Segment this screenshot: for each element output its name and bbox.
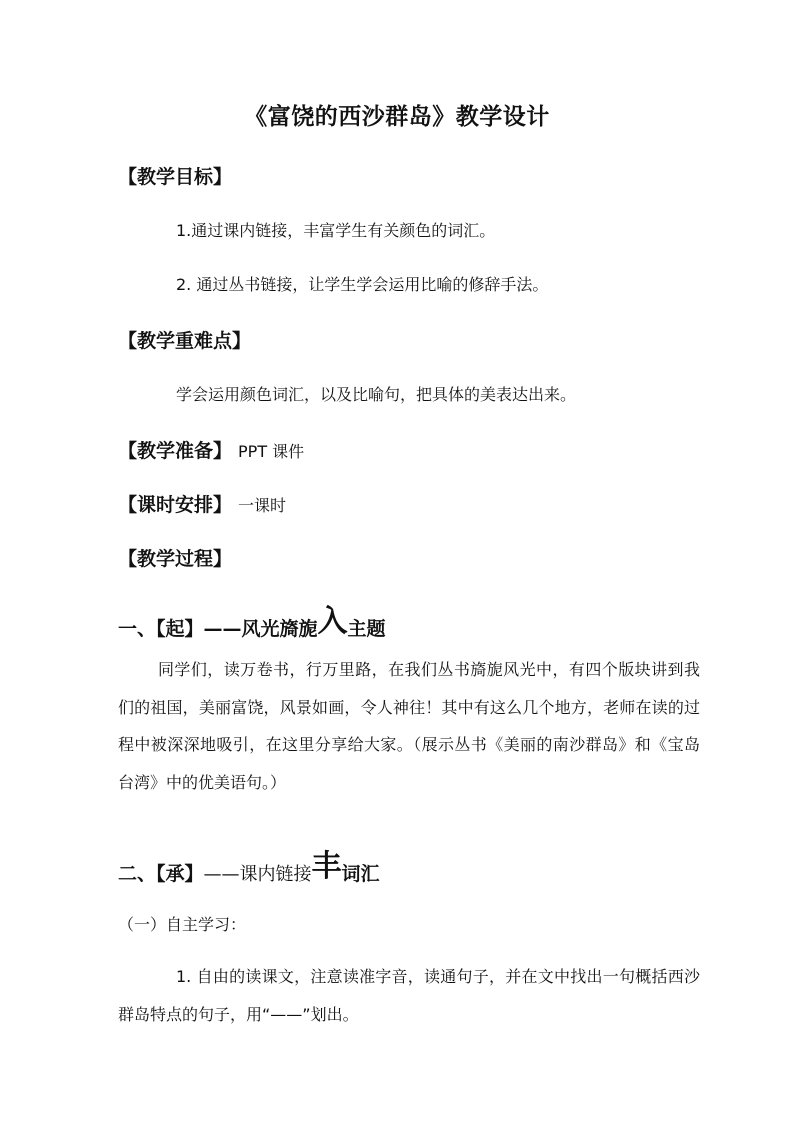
objective-item-1: 1.通过课内链接，丰富学生有关颜色的词汇。: [176, 221, 496, 240]
schedule-heading: 【课时安排】: [118, 494, 233, 516]
objective-item-2: 2. 通过丛书链接，让学生学会运用比喻的修辞手法。: [176, 275, 549, 294]
section-2-body: 1. 自由的读课文，注意读准字音，读通句子，并在文中找出一句概括西沙群岛特点的句子，用“——”划出。: [118, 967, 700, 1024]
section-1-body: 同学们，读万卷书，行万里路，在我们丛书旖旎风光中，有四个版块讲到我们的祖国，美丽富饶，风景如画，令人神往！其中有这么几个地方，老师在读的过程中被深深地吸引，在这里分享给大家。（展示丛书《美丽的南沙群岛》和《宝岛台湾》中的优美语句。）: [118, 660, 700, 792]
section-1-prefix: 一、【起】——风光旖旎: [118, 618, 318, 640]
objectives-heading: 【教学目标】: [118, 166, 233, 188]
section-2-middle: ——课内链接: [203, 864, 312, 885]
preparation-text: PPT 课件: [238, 442, 305, 461]
schedule-row: [118, 490, 286, 517]
section-1-suffix: 主题: [347, 618, 386, 640]
process-heading: 【教学过程】: [118, 548, 233, 570]
preparation-heading: 【教学准备】: [118, 440, 233, 462]
key-points-text: 学会运用颜色词汇，以及比喻句，把具体的美表达出来。: [176, 385, 577, 404]
key-points-heading: 【教学重难点】: [118, 330, 252, 352]
section-2-big-char: 丰: [311, 849, 342, 884]
section-2-suffix: 词汇: [341, 863, 380, 885]
document-title: 《富饶的西沙群岛》教学设计: [244, 104, 550, 130]
section-2-heading: [118, 845, 380, 889]
section-1-heading: [118, 600, 386, 644]
preparation-row: [118, 436, 304, 463]
schedule-text: 一课时: [238, 496, 287, 515]
section-2-prefix: 二、【承】: [118, 863, 204, 885]
section-1-big-char: 入: [317, 604, 348, 639]
section-2-subheading: （一）自主学习：: [118, 915, 247, 934]
